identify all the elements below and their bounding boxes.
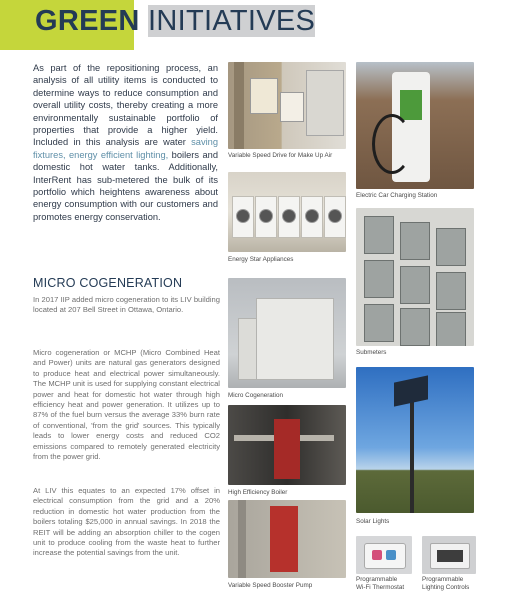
page-title (35, 4, 315, 38)
energy-star-caption: Energy Star Appliances (228, 256, 294, 263)
vsd-caption: Variable Speed Drive for Make Up Air (228, 152, 333, 159)
boiler-caption: High Efficiency Boiler (228, 489, 288, 496)
section-paragraph-3: At LIV this equates to an expected 17% offset in electrical consumption from the grid and a 20% reduction in domestic hot water production from the boilers totaling $25,000 in annual savings. In 2018 the REIT will be adding an absorption chiller to the cogen unit to produce cooling from the waste heat to further increase the potential savings from the unit. (33, 486, 220, 558)
micro-cogeneration-caption: Micro Cogeneration (228, 392, 283, 399)
submeters-caption: Submeters (356, 349, 387, 356)
solar-caption: Solar Lights (356, 518, 390, 525)
booster-pump-photo (228, 500, 346, 578)
title-strong: GREEN (35, 5, 140, 37)
lighting-caption-1: Programmable (422, 576, 464, 583)
high-efficiency-boiler-photo (228, 405, 346, 485)
lighting-controls-photo (422, 536, 476, 574)
micro-cogeneration-photo (228, 278, 346, 388)
lighting-caption-2: Lighting Controls (422, 584, 470, 591)
ev-charging-photo (356, 62, 474, 189)
section-heading: MICRO COGENERATION (33, 276, 183, 290)
title-light: INITIATIVES (148, 5, 316, 37)
thermostat-caption-2: Wi-Fi Thermostat (356, 584, 405, 591)
intro-paragraph (33, 62, 218, 223)
section-paragraph-2: Micro cogeneration or MCHP (Micro Combined Heat and Power) units are natural gas generators designed to produce heat and electrical power simultaneously. The MCHP unit is used for supplying constant electrical power and heat for domestic hot water through high efficiency heat and power generation. It utilizes up to 87% of the fuel burn versus the average 33% burn rate of conventional, 'from the grid' sources. This typically leads to lower energy costs and reduced CO2 emissions compared to remotely generated electricity from the power grid. (33, 348, 220, 462)
ev-caption: Electric Car Charging Station (356, 192, 438, 199)
pump-caption: Variable Speed Booster Pump (228, 582, 313, 589)
thermostat-caption-1: Programmable (356, 576, 398, 583)
section-paragraph-1: In 2017 IIP added micro cogeneration to its LIV building located at 207 Bell Street in Ottawa, Ontario. (33, 295, 220, 315)
energy-star-appliances-photo (228, 172, 346, 252)
intro-accent-text: saving fixtures, energy efficient lighting, (33, 137, 218, 160)
variable-speed-drive-photo (228, 62, 346, 149)
submeters-photo (356, 208, 474, 346)
wifi-thermostat-photo (356, 536, 412, 574)
solar-lights-photo (356, 367, 474, 513)
intro-text-1: As part of the repositioning process, an analysis of all utility items is conducted to determine ways to reduce consumption and overall utility costs, thereby creating a more environmentally sustainable portfolio of properties that provide a higher yield. Included in this analysis are water (33, 63, 218, 148)
intro-text-2: boilers and domestic hot water tanks. Additionally, InterRent has sub-metered the bulk of its portfolio which heightens awareness about energy consumption with our customers and promotes energy conservation. (33, 149, 218, 222)
